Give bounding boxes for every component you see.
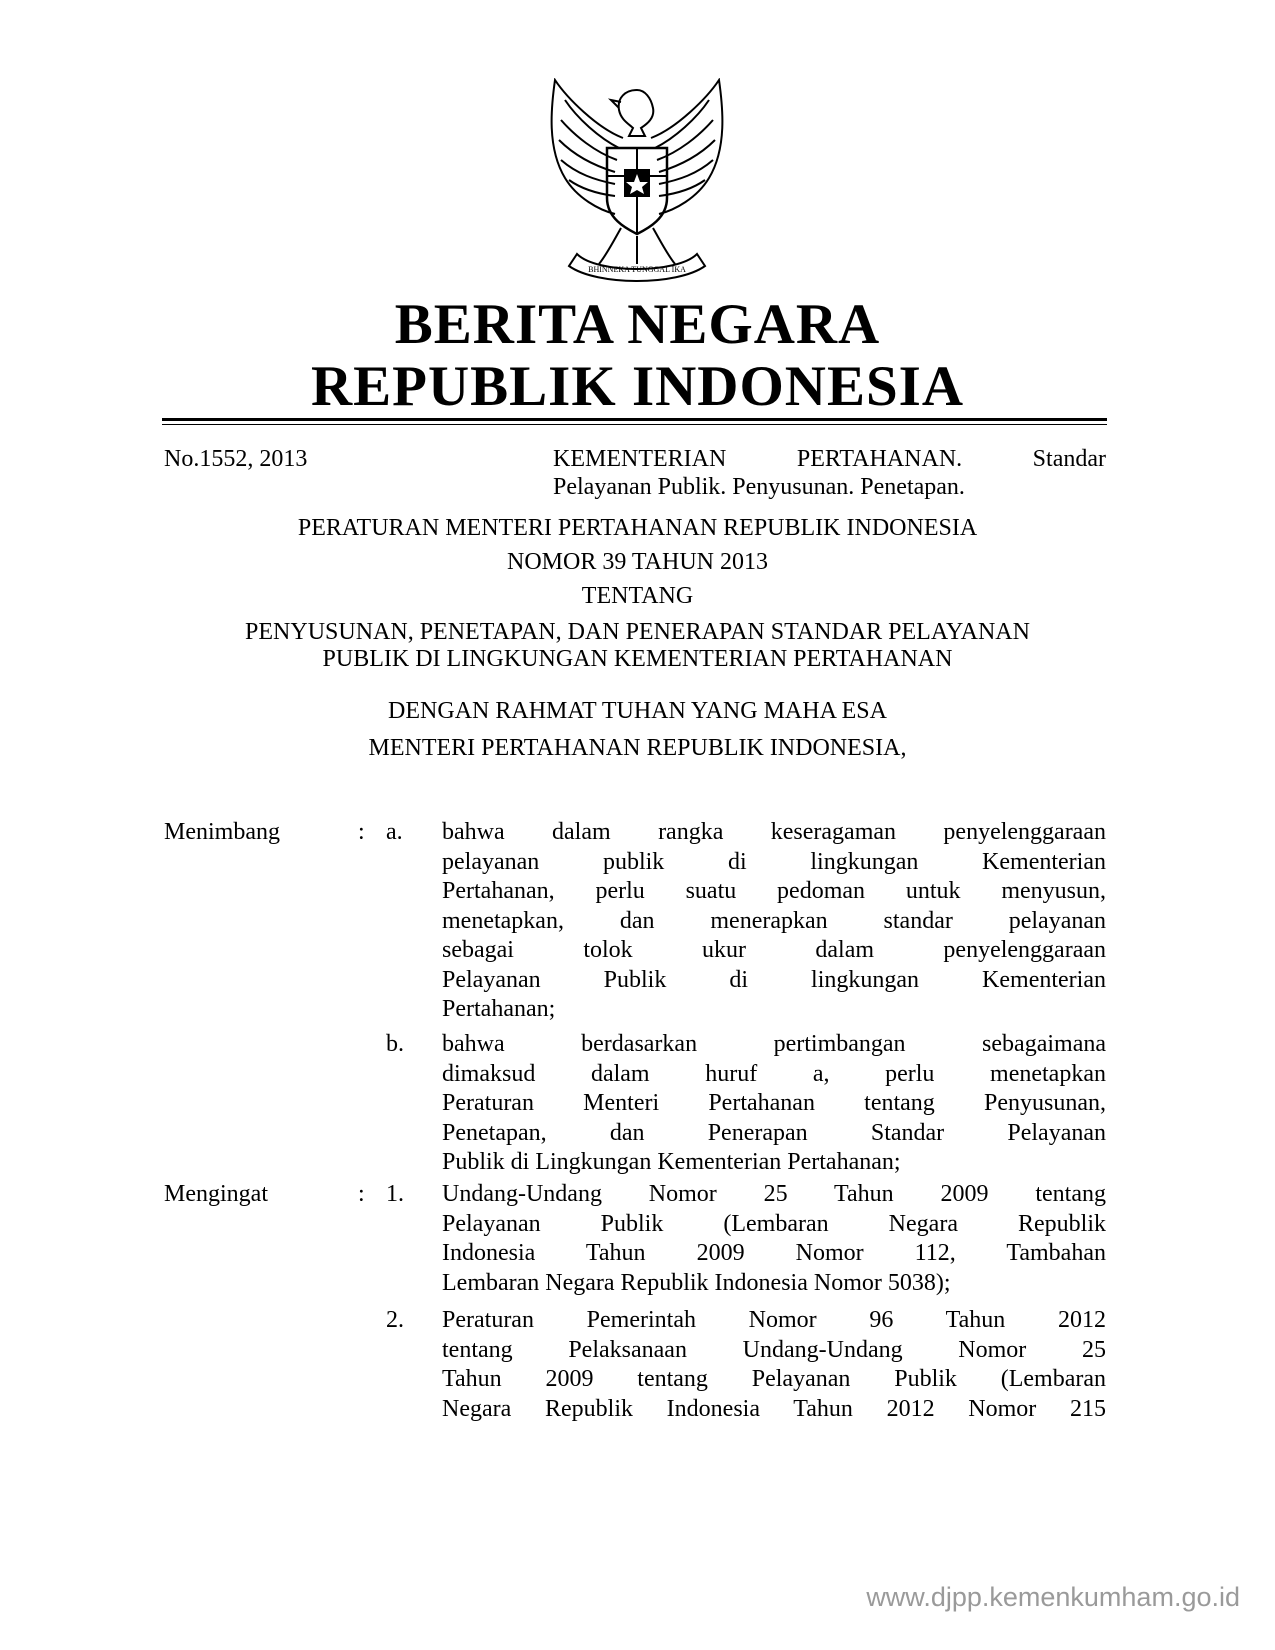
regulation-number: NOMOR 39 TAHUN 2013: [507, 549, 768, 575]
gazette-subject-line: KEMENTERIAN PERTAHANAN. Standar: [553, 446, 1106, 472]
mengingat-item-1: [442, 1180, 1106, 1298]
text-line: menetapkan, dan menerapkan standar pelayanan: [442, 907, 1106, 934]
text-line: Penetapan, dan Penerapan Standar Pelayanan: [442, 1119, 1106, 1146]
gazette-number: No.1552, 2013: [164, 446, 308, 472]
preamble-line1: DENGAN RAHMAT TUHAN YANG MAHA ESA: [388, 698, 887, 724]
mengingat-label: Mengingat: [164, 1181, 268, 1207]
text-line: tentang Pelaksanaan Undang-Undang Nomor 25: [442, 1336, 1106, 1363]
emblem-motto: BHINNEKA TUNGGAL IKA: [588, 265, 686, 274]
text-line: Pertahanan;: [442, 996, 556, 1022]
text-line: Peraturan Menteri Pertahanan tentang Penyusunan,: [442, 1090, 1106, 1116]
gazette-subject-line: Pelayanan Publik. Penyusunan. Penetapan.: [553, 474, 965, 500]
garuda-emblem-icon: [537, 78, 737, 284]
gazette-subject: [553, 445, 1106, 501]
text-line: bahwa berdasarkan pertimbangan sebagaimana: [442, 1031, 1106, 1057]
text-line: Undang-Undang Nomor 25 Tahun 2009 tentang: [442, 1181, 1106, 1207]
preamble-line2: MENTERI PERTAHANAN REPUBLIK INDONESIA,: [368, 735, 907, 761]
text-line: pelayanan publik di lingkungan Kementerian: [442, 848, 1106, 875]
mengingat-item-2: [442, 1306, 1106, 1424]
menimbang-label: Menimbang: [164, 819, 280, 845]
text-line: Negara Republik Indonesia Tahun 2012 Nomor 215: [442, 1395, 1106, 1422]
regulation-title-line2: PUBLIK DI LINGKUNGAN KEMENTERIAN PERTAHANAN: [322, 646, 953, 672]
text-line: Lembaran Negara Republik Indonesia Nomor 5038);: [442, 1269, 951, 1296]
text-line: Pertahanan, perlu suatu pedoman untuk menyusun,: [442, 878, 1106, 904]
text-line: bahwa dalam rangka keseragaman penyelenggaraan: [442, 819, 1106, 845]
regulation-tentang: TENTANG: [581, 583, 694, 609]
item-marker: a.: [386, 819, 403, 845]
item-marker: 1.: [386, 1181, 404, 1207]
regulation-title-line1: PENYUSUNAN, PENETAPAN, DAN PENERAPAN STANDAR PELAYANAN: [245, 619, 1030, 645]
text-line: Tahun 2009 tentang Pelayanan Publik (Lembaran: [442, 1366, 1106, 1392]
header-rule-thin: [162, 424, 1107, 425]
text-line: dimaksud dalam huruf a, perlu menetapkan: [442, 1060, 1106, 1087]
masthead-title-line1: BERITA NEGARA: [394, 293, 881, 356]
menimbang-colon: :: [358, 819, 365, 845]
text-line: Indonesia Tahun 2009 Nomor 112, Tambahan: [442, 1240, 1106, 1266]
text-line: Pelayanan Publik (Lembaran Negara Republik: [442, 1210, 1106, 1237]
text-line: Pelayanan Publik di lingkungan Kementerian: [442, 966, 1106, 993]
header-rule-thick: [162, 418, 1107, 421]
menimbang-item-b: [442, 1030, 1106, 1178]
regulation-heading: PERATURAN MENTERI PERTAHANAN REPUBLIK INDONESIA: [297, 515, 978, 541]
text-line: sebagai tolok ukur dalam penyelenggaraan: [442, 937, 1106, 963]
item-marker: b.: [386, 1031, 404, 1057]
mengingat-colon: :: [358, 1181, 365, 1207]
menimbang-item-a: [442, 818, 1106, 1025]
text-line: Peraturan Pemerintah Nomor 96 Tahun 2012: [442, 1307, 1106, 1333]
watermark-url: www.djpp.kemenkumham.go.id: [866, 1582, 1240, 1612]
item-marker: 2.: [386, 1307, 404, 1333]
masthead-title-line2: REPUBLIK INDONESIA: [310, 355, 965, 418]
text-line: Publik di Lingkungan Kementerian Pertahanan;: [442, 1149, 901, 1175]
